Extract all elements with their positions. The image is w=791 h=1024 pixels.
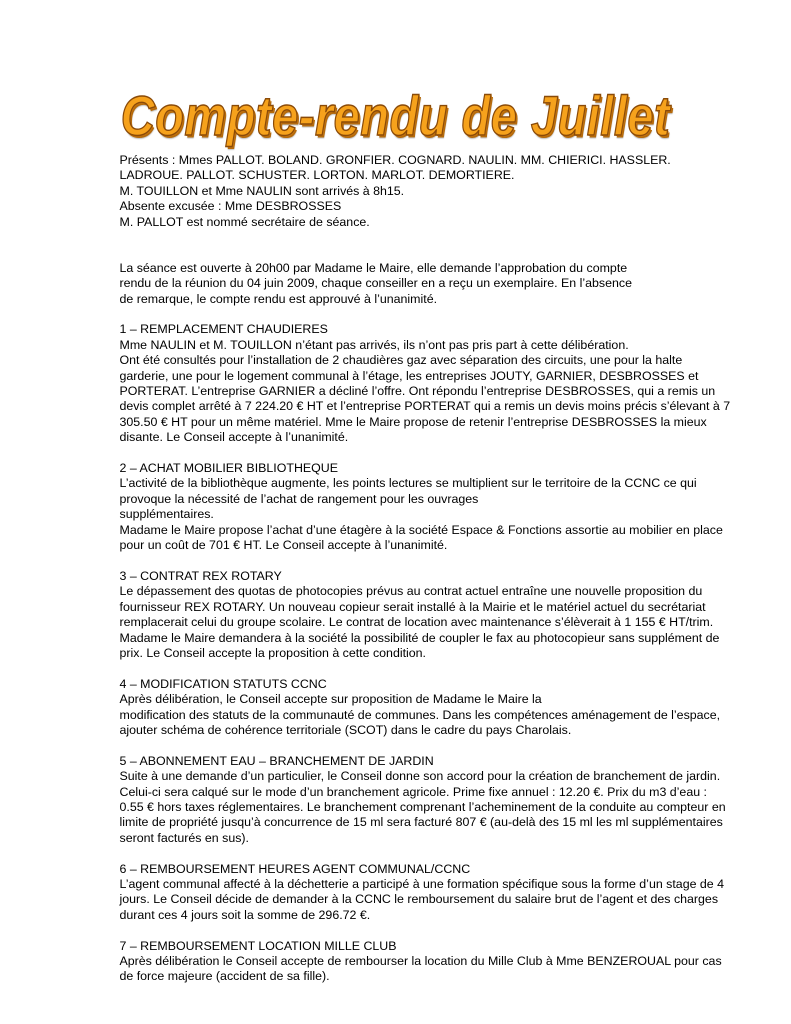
paragraph-spacer [120,738,740,753]
paragraph-item-1 [120,322,740,445]
section-heading: 2 – ACHAT MOBILIER BIBLIOTHEQUE [119,461,339,476]
text-line: devis complet arrêté à 7 224.20 € HT et l’entreprise PORTERAT qui a remis un devis moins précis s’élevant à 7 [119,399,731,414]
text-line: prix. Le Conseil accepte la proposition à cette condition. [119,645,427,660]
document-title-area [0,0,791,153]
text-line: pour un coût de 701 € HT. Le Conseil accepte à l’unanimité. [119,538,448,553]
text-line: Le dépassement des quotas de photocopies prévus au contrat actuel entraîne une nouvelle proposition du [119,584,703,599]
text-line: M. TOUILLON et Mme NAULIN sont arrivés à 8h15. [119,183,405,198]
paragraph-spacer [120,245,740,260]
paragraph-item-3 [120,569,740,661]
paragraph-item-7 [120,939,740,985]
text-line: 0.55 € hors taxes réglementaires. Le branchement comprenant l’acheminement de la conduite au compteur en [119,799,726,814]
text-line: supplémentaires. [119,507,214,522]
text-line: LADROUE. PALLOT. SCHUSTER. LORTON. MARLOT. DEMORTIERE. [119,168,515,183]
document-body [52,153,740,985]
text-line: Ont été consultés pour l’installation de 2 chaudières gaz avec séparation des circuits, une pour la halte [119,353,683,368]
text-line: fournisseur REX ROTARY. Un nouveau copieur serait installé à la Mairie et le matériel actuel du secrétariat [119,599,706,614]
paragraph-spacer [120,554,740,569]
text-line: PORTERAT. L’entreprise GARNIER a décliné l’offre. Ont répondu l’entreprise DESBROSSES, qui a remis un [119,384,716,399]
text-line: durant ces 4 jours soit la somme de 296.72 €. [119,907,371,922]
section-heading: 3 – CONTRAT REX ROTARY [119,568,282,583]
text-line: M. PALLOT est nommé secrétaire de séance. [119,214,370,229]
paragraph-item-6 [120,862,740,924]
section-heading: 4 – MODIFICATION STATUTS CCNC [119,676,327,691]
page-title: Compte-rendu de Juillet [120,84,671,147]
text-line: ajouter schéma de cohérence territoriale (SCOT) dans le cadre du pays Charolais. [119,722,572,737]
text-line: L’agent communal affecté à la déchetterie a participé à une formation spécifique sous la forme d’un stage de 4 [119,876,725,891]
paragraph-spacer [120,230,740,245]
text-line: Madame le Maire demandera à la société la possibilité de coupler le fax au photocopieur sans supplément de [119,630,720,645]
text-line: provoque la nécessité de l’achat de rangement pour les ouvrages [119,491,479,506]
text-line: Madame le Maire propose l’achat d’une étagère à la société Espace & Fonctions assortie au mobilier en place [119,522,723,537]
paragraph-spacer [120,446,740,461]
paragraph-opening [120,261,740,307]
text-line: rendu de la réunion du 04 juin 2009, chaque conseiller en a reçu un exemplaire. En l’absence [119,276,632,291]
text-line: La séance est ouverte à 20h00 par Madame le Maire, elle demande l’approbation du compte [119,260,628,275]
text-line: 305.50 € HT pour un même matériel. Mme le Maire propose de retenir l’entreprise DESBROSSES la mieux [119,414,707,429]
section-heading: 6 – REMBOURSEMENT HEURES AGENT COMMUNAL/CCNC [119,861,471,876]
text-line: Mme NAULIN et M. TOUILLON n’étant pas arrivés, ils n’ont pas pris part à cette délibération. [119,337,629,352]
section-heading: 1 – REMPLACEMENT CHAUDIERES [119,322,328,337]
text-line: L’activité de la bibliothèque augmente, les points lectures se multiplient sur le territoire de la CCNC ce qui [119,476,697,491]
paragraph-spacer [120,846,740,861]
text-line: Celui-ci sera calqué sur le mode d’un branchement agricole. Prime fixe annuel : 12.20 €. Prix du m3 d’eau : [119,784,707,799]
text-line: limite de propriété jusqu’à concurrence de 15 ml sera facturé 807 € (au-delà des 15 ml les ml supplémentaires [119,815,723,830]
paragraph-spacer [120,923,740,938]
paragraph-item-5 [120,754,740,846]
text-line: Présents : Mmes PALLOT. BOLAND. GRONFIER. COGNARD. NAULIN. MM. CHIERICI. HASSLER. [119,153,671,167]
paragraph-attendance [120,153,740,230]
section-heading: 7 – REMBOURSEMENT LOCATION MILLE CLUB [119,938,397,953]
text-line: remplacerait celui du groupe scolaire. Le contrat de location avec maintenance s’élèverait à 1 155 € HT/trim. [119,615,714,630]
text-line: Après délibération le Conseil accepte de rembourser la location du Mille Club à Mme BENZEROUAL pour cas [119,953,722,968]
text-line: Suite à une demande d’un particulier, le Conseil donne son accord pour la création de branchement de jardin. [119,769,721,784]
paragraph-spacer [120,661,740,676]
text-line: garderie, une pour le logement communal à l’étage, les entreprises JOUTY, GARNIER, DESBROSSES et [119,368,699,383]
paragraph-item-4 [120,677,740,739]
paragraph-item-2 [120,461,740,553]
text-line: jours. Le Conseil décide de demander à la CCNC le remboursement du salaire brut de l’agent et des charges [119,892,719,907]
text-line: Absente excusée : Mme DESBROSSES [119,199,342,214]
text-line: de remarque, le compte rendu est approuvé à l’unanimité. [119,291,438,306]
paragraph-spacer [120,307,740,322]
text-line: seront facturés en sus). [119,830,249,845]
section-heading: 5 – ABONNEMENT EAU – BRANCHEMENT DE JARDIN [119,753,434,768]
text-line: Après délibération, le Conseil accepte sur proposition de Madame le Maire la [119,692,542,707]
text-line: disante. Le Conseil accepte à l’unanimité. [119,430,349,445]
text-line: de force majeure (accident de sa fille). [119,969,330,984]
text-line: modification des statuts de la communauté de communes. Dans les compétences aménagement de l’espace, [119,707,721,722]
